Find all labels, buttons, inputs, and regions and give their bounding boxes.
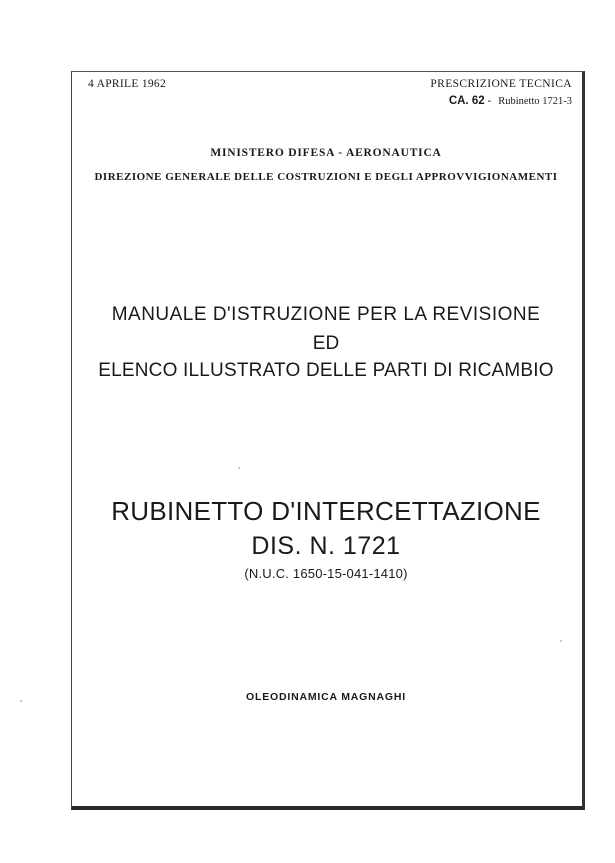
manufacturer-name: OLEODINAMICA MAGNAGHI — [246, 691, 406, 703]
code-separator: - — [484, 95, 495, 107]
manual-title-line-1: MANUALE D'ISTRUZIONE PER LA REVISIONE — [111, 304, 541, 325]
ca-code: CA. 62 — [448, 95, 485, 107]
nuc-code: (N.U.C. 1650-15-041-1410) — [244, 566, 408, 581]
scan-speck — [560, 640, 562, 642]
directorate-heading: DIREZIONE GENERALE DELLE COSTRUZIONI E DEGLI APPROVVIGIONAMENTI — [94, 171, 558, 183]
scan-speck — [238, 467, 240, 469]
prescription-code — [449, 95, 572, 107]
manual-title-line-2: ED — [312, 333, 340, 354]
prescription-label: PRESCRIZIONE TECNICA — [430, 78, 572, 90]
ministry-heading: MINISTERO DIFESA - AERONAUTICA — [210, 147, 442, 159]
drawing-number: DIS. N. 1721 — [251, 532, 401, 560]
document-date: 4 APRILE 1962 — [88, 78, 167, 90]
scan-speck — [20, 700, 22, 702]
part-name: RUBINETTO D'INTERCETTAZIONE — [111, 496, 541, 526]
item-reference: Rubinetto 1721-3 — [498, 96, 572, 107]
manual-title-line-3: ELENCO ILLUSTRATO DELLE PARTI DI RICAMBIO — [98, 360, 554, 381]
